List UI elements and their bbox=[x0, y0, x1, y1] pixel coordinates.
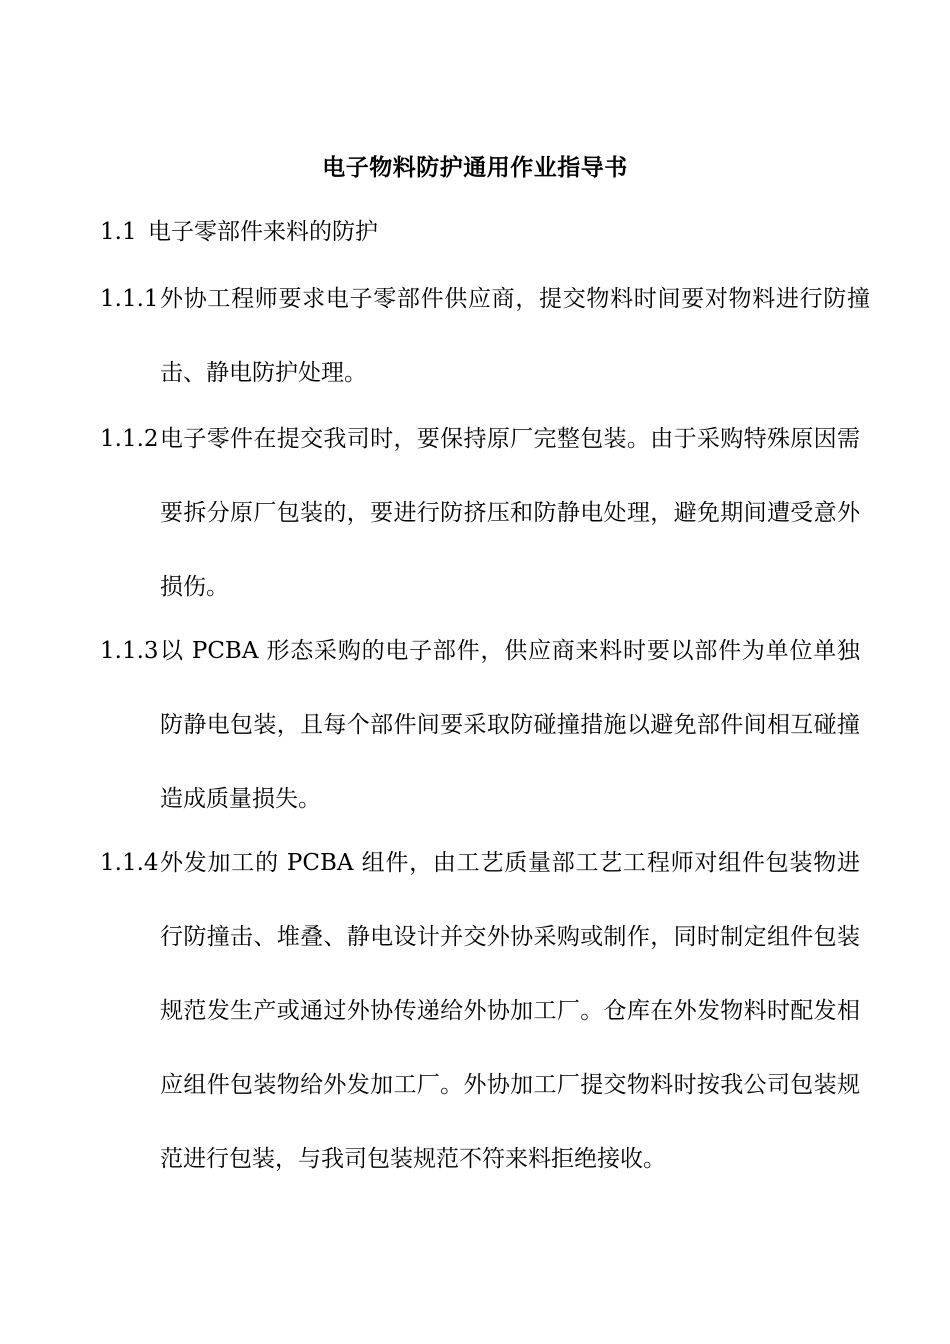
item-number: 1.1.3 bbox=[100, 638, 159, 664]
item-number: 1.1.4 bbox=[100, 850, 159, 876]
document-title: 电子物料防护通用作业指导书 bbox=[322, 154, 628, 181]
list-item-1-1-1 bbox=[100, 262, 870, 410]
item-number: 1.1.1 bbox=[100, 286, 159, 312]
item-text: 以 PCBA 形态采购的电子部件，供应商来料时要以部件为单位单独防静电包装，且每个部件间要采取防碰撞措施以避免部件间相互碰撞造成质量损失。 bbox=[160, 638, 860, 812]
item-text: 电子零件在提交我司时，要保持原厂完整包装。由于采购特殊原因需要拆分原厂包装的，要进行防挤压和防静电处理，避免期间遭受意外损伤。 bbox=[160, 426, 860, 600]
list-item-1-1-2 bbox=[100, 402, 860, 624]
item-text: 外发加工的 PCBA 组件，由工艺质量部工艺工程师对组件包装物进行防撞击、堆叠、静电设计并交外协采购或制作，同时制定组件包装规范发生产或通过外协传递给外协加工厂。仓库在外发物料时配发相应组件包装物给外发加工厂。外协加工厂提交物料时按我公司包装规范进行包装，与我司包装规范不符来料拒绝接收。 bbox=[160, 850, 860, 1172]
section-number: 1.1 bbox=[100, 219, 137, 245]
section-heading-text: 电子零部件来料的防护 bbox=[148, 219, 378, 245]
list-item-1-1-4 bbox=[100, 826, 860, 1196]
list-item-1-1-3 bbox=[100, 614, 860, 836]
item-number: 1.1.2 bbox=[100, 426, 159, 452]
item-text-content: 外协工程师要求电子零部件供应商，提交物料时间要对物料进行防撞击、静电防护处理。 bbox=[160, 286, 870, 386]
item-text bbox=[160, 262, 870, 410]
section-heading bbox=[100, 212, 378, 252]
